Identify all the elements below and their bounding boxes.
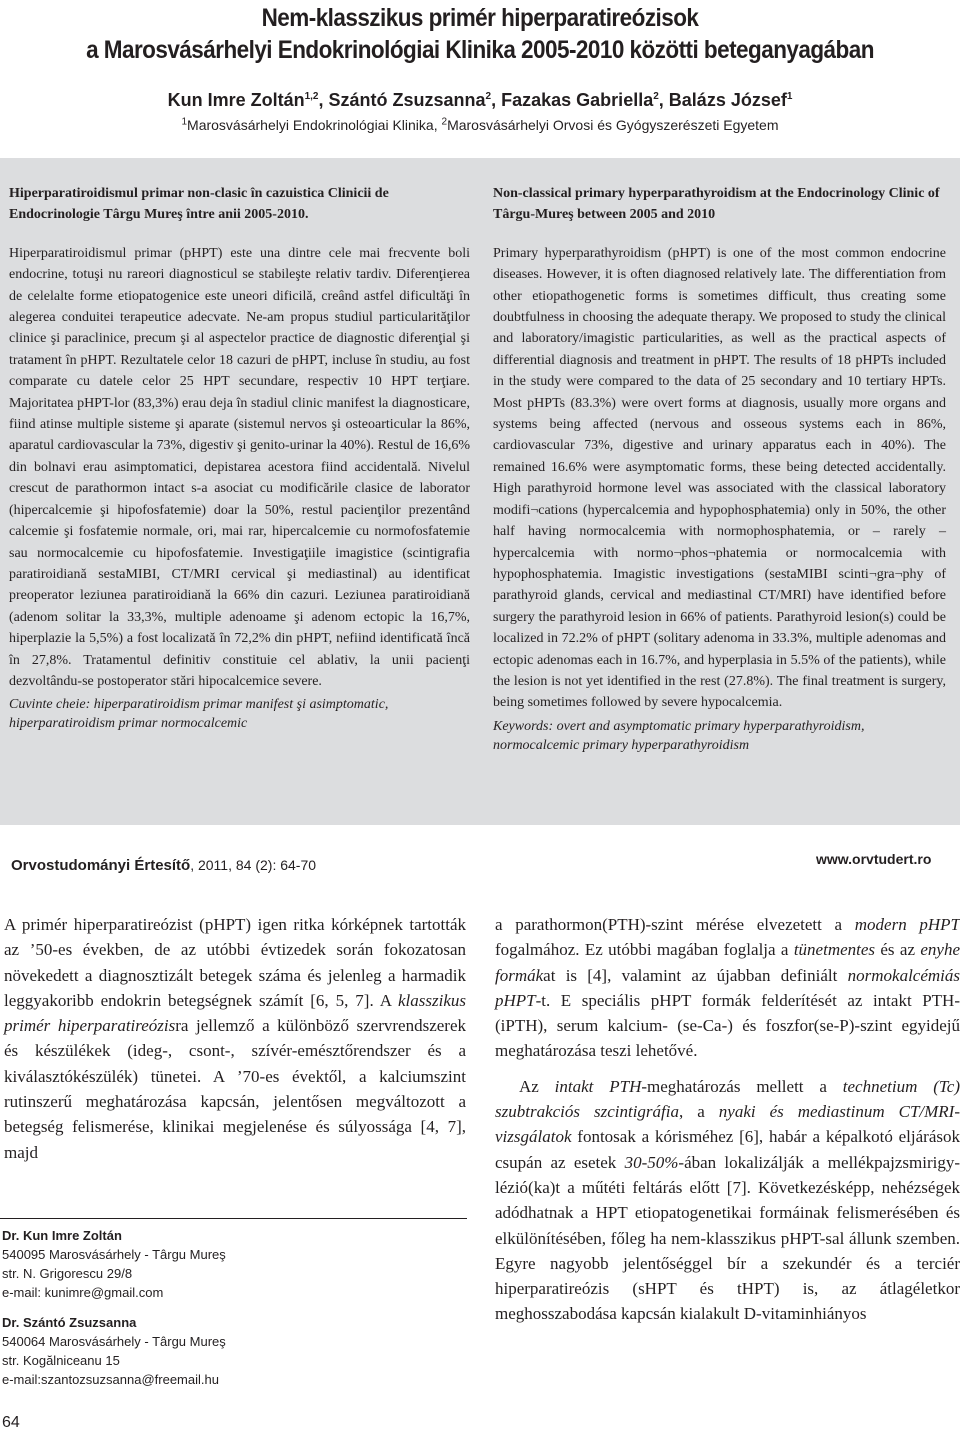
- abstract-ro-keywords: Cuvinte cheie: hiperparatiroidism primar manifest şi asimptomatic, hiperparatiroidism primar normocalcemic: [9, 697, 389, 732]
- contact-block-2: [2, 1313, 226, 1389]
- contact-block-1: [2, 1226, 226, 1302]
- page-number: 64: [2, 1414, 20, 1431]
- author-2: Szántó Zsuzsanna: [328, 90, 486, 110]
- body-paragraph-1: [4, 912, 466, 1165]
- abstract-ro-title: Hiperparatiroidismul primar non-clasic în cazuistica Clinicii de Endocrinologie Târgu Mureş între anii 2005-2010.: [9, 186, 389, 223]
- journal-name: Orvostudományi Értesítő: [11, 857, 191, 874]
- paper-title: [48, 2, 912, 66]
- emphasis: enyhe formák: [495, 940, 960, 985]
- affil-2-mark: 2: [441, 116, 448, 128]
- footnote-divider: [0, 1218, 467, 1219]
- text-run: -t. E speciális pHPT formák felderítését az intakt PTH- (iPTH), serum kalcium- (se-Ca-) és foszfor(se-P)-szint egyidejű meghatározása teszi lehetővé.: [495, 990, 960, 1061]
- contact-street: str. N. Grigorescu 29/8: [2, 1266, 133, 1281]
- contact-name: Dr. Kun Imre Zoltán: [2, 1228, 122, 1243]
- body-paragraph-2: [495, 912, 960, 1064]
- body-column-right: [495, 912, 960, 1327]
- contact-email[interactable]: e-mail: kunimre@gmail.com: [2, 1285, 164, 1300]
- affil-1-mark: 1: [181, 116, 188, 128]
- abstract-english: [493, 183, 946, 755]
- emphasis: modern pHPT: [854, 915, 960, 934]
- author-1-affil: 1,2: [304, 91, 319, 102]
- abstract-romanian: [9, 183, 470, 733]
- title-line-1: Nem-klasszikus primér hiperparatireózisok: [261, 4, 699, 32]
- author-4-affil: 1: [786, 91, 793, 102]
- text-run: , a: [679, 1102, 719, 1122]
- abstract-en-title: Non-classical primary hyperparathyroidism at the Endocrinology Clinic of Târgu-Mureş between 2005 and 2010: [493, 186, 940, 223]
- text-run: és az: [875, 940, 921, 960]
- journal-volume: , 2011, 84 (2): 64-70: [190, 857, 317, 873]
- emphasis: technetium (Tc) szubtrakciós szcintigráfia: [495, 1076, 960, 1122]
- text-run: -ában lokalizálják a mellékpajzsmirigy-lézió(ka)t a műtéti feltárás előtt [7]. Következésképp, nehézségek adódhatnak a HPT etiopatogenetikai formáinak felismerésében és elkülönítésében, főleg ha nem-klasszikus pHPT-sal állunk szemben. Egyre nagyobb jelentőséggel bír a szekundér és a terciér hiperparatireózis (sHPT és tHPT) is, az átlagéletkor meghosszabodása kapcsán kialakult D-vitaminhiányos: [495, 1152, 960, 1324]
- author-4: Balázs József: [668, 90, 787, 110]
- journal-website[interactable]: www.orvtudert.ro: [816, 851, 932, 867]
- body-column-left: [4, 912, 466, 1165]
- author-3: Fazakas Gabriella: [501, 90, 654, 110]
- affiliations: [0, 115, 960, 135]
- contact-address: 540064 Marosvásárhely - Târgu Mureş: [2, 1334, 226, 1349]
- emphasis: 30-50%: [624, 1152, 679, 1172]
- abstract-en-keywords: Keywords: overt and asymptomatic primary hyperparathyroidism, normocalcemic primary hyperparathyroidism: [493, 718, 865, 753]
- affiliation-2: Marosvásárhelyi Orvosi és Gyógyszerészeti Egyetem: [447, 117, 779, 133]
- text-run: fontosak a kórisméhez [6], habár a képalkotó eljárások csupán az esetek: [495, 1127, 960, 1172]
- abstract-en-body: Primary hyperparathyroidism (pHPT) is one of the most common endocrine diseases. However, it is often diagnosed relatively late. The differentiation from other etiopathogenetic forms is sometimes difficult, thus creating some doubtfulness in choosing the adequate therapy. We proposed to study the clinical and laboratory/imagistic particularities, as well as the practical aspects of differential diagnosis and treatment in pHPT. The results of 18 pHPTs included in the study were compared to the data of 25 secondary and 10 tertiary HPTs. Most pHPTs (83.3%) were overt forms at diagnosis, usually more organs and systems being affected (nervous and osseous systems each in 86%, cardiovascular 73%, digestive and urinary apparatus each in 40%). The remained 16.6% were asymptomatic forms, these being detected accidentally. High parathyroid hormone level was associated with the classical laboratory modifi¬cations (hypercalcemia and hypophosphatemia) only in 50%, the other half having normocalcemia with normophosphatemia, or – rarely – hypercalcemia with normo¬phos¬phatemia or normocalcemia with hypophosphatemia. Imagistic investigations (sestaMIBI scinti¬gra¬phy of parathyroid glands, cervical and mediastinal CT/MRI) have identified before surgery the parathyroid lesion in 66% of patients. Parathyroid lesion(s) could be localized in 72.2% of pHPT (solitary adenoma in 33.3%, multiple adenomas and ectopic adenomas each in 16.7%, and hyperplasia in 5.5% of the patients), while the lesion is not yet identified in the rest (27.8%). The final treatment is surgery, being sometimes followed by severe hypocalcemia.: [493, 245, 946, 711]
- contact-name: Dr. Szántó Zsuzsanna: [2, 1315, 137, 1330]
- contact-email[interactable]: e-mail:szantozsuzsanna@freemail.hu: [2, 1372, 219, 1387]
- text-run: ra jellemző a különböző szervrendszerek és készülékek (ideg-, csont-, szívér-emésztőrendszer és a kiválasztókészülék) tünetei. A ’70-es évektől, a kalciumszint rutinszerű meghatározása kapcsán, jelentősen megváltozott a betegség felismerése, klinikai megjelenése és súlyossága [4, 7], majd: [4, 1016, 466, 1162]
- affiliation-1: Marosvásárhelyi Endokrinológiai Klinika,: [187, 117, 438, 133]
- abstract-box: [0, 158, 960, 825]
- author-list: Kun Imre Zoltán$^{1,2}$, Szántó Zsuzsanna$^2$, Fazakas Gabriella$^2$, Balázs József$^1$: [167, 90, 793, 110]
- text-run: a parathormon(PTH)-szint mérése elvezetett a: [495, 915, 855, 934]
- emphasis: klasszikus primér hiperparatireózis: [4, 990, 466, 1036]
- author-1: Kun Imre Zoltán: [167, 90, 305, 110]
- contact-street: str. Kogălniceanu 15: [2, 1353, 120, 1368]
- text-run: A primér hiperparatireózist (pHPT) igen ritka kórképnek tartották az ’50-es években, de az utóbbi évtizedek során fokozatosan növekedett a diagnosztizált betegek száma és jelenleg a harmadik leggyakoribb endokrin betegségnek számít [6, 5, 7]. A: [4, 915, 466, 1010]
- text-run: Az: [519, 1076, 555, 1096]
- title-line-2: a Marosvásárhelyi Endokrinológiai Klinika 2005-2010 közötti beteganyagában: [86, 36, 874, 64]
- emphasis: intakt PTH: [554, 1076, 642, 1096]
- text-run: at is [4], valamint az újabban definiált: [543, 965, 848, 985]
- emphasis: tünetmentes: [793, 940, 876, 960]
- abstract-ro-body: Hiperparatiroidismul primar (pHPT) este una dintre cele mai frecvente boli endocrine, totuşi nu rareori diagnosticul se stabileşte relativ tardiv. Diferenţierea de celelalte forme etiopatogenice este uneori dificilă, creând astfel dificultăţi în alegerea conduitei terapeutice adecvate. Ne-am propus studiul particularităţilor clinice şi paraclinice, precum şi al aspectelor practice de diagnostic diferenţial şi tratament în pHPT. Rezultatele celor 18 cazuri de pHPT, incluse în studiu, au fost comparate cu datele celor 25 HPT secundare, respectiv 10 HPT terţiare. Majoritatea pHPT-lor (83,3%) erau deja în stadiul clinic manifest la diagnosticare, fiind atinse multiple sisteme şi aparate (sistemul nervos şi osteoarticular la 86%, aparatul cardiovascular la 73%, digestiv şi genito-urinar la 40%). Restul de 16,6% din bolnavi erau asimptomatici, depistarea acestora fiind accidentală. Nivelul crescut de parathormon intact s-a asociat cu modificările clasice de laborator (hipercalcemie şi hipofosfatemie) doar la 50%, restul pacienţilor prezentând calcemie şi fosfatemie normale, ori, mai rar, hipercalcemie cu normofosfatemie sau normocalcemie cu hipofosfatemie. Investigaţiile imagistice (scintigrafia paratiroidiană sestaMIBI, CT/MRI cervical şi mediastinal) au identificat preoperator leziunea paratiroidiană la 66% din cazuri. Leziunea paratiroidiană (adenom solitar la 33,3%, multiple adenoame şi adenom ectopic la 16,7%, hiperplazie la 5,5%) a fost localizată în 72,2% din pHPT, nefiind identificată încă în 27,8%. Tratamentul definitiv constituie cel ablativ, la unii pacienţi dezvoltându-se postoperator stări hipocalcemice severe.: [9, 245, 470, 689]
- author-2-affil: 2: [485, 91, 492, 102]
- text-run: -meghatározás mellett a: [641, 1076, 843, 1096]
- text-run: fogalmához. Ez utóbbi magában foglalja a: [495, 940, 794, 960]
- author-3-affil: 2: [653, 91, 659, 102]
- contact-address: 540095 Marosvásárhely - Târgu Mureş: [2, 1247, 226, 1262]
- emphasis: normokalcémiás pHPT: [495, 965, 960, 1010]
- journal-citation: [11, 857, 316, 874]
- body-paragraph-3: [495, 1074, 960, 1327]
- emphasis: nyaki és mediastinum CT/MRI-vizsgálatok: [495, 1102, 960, 1147]
